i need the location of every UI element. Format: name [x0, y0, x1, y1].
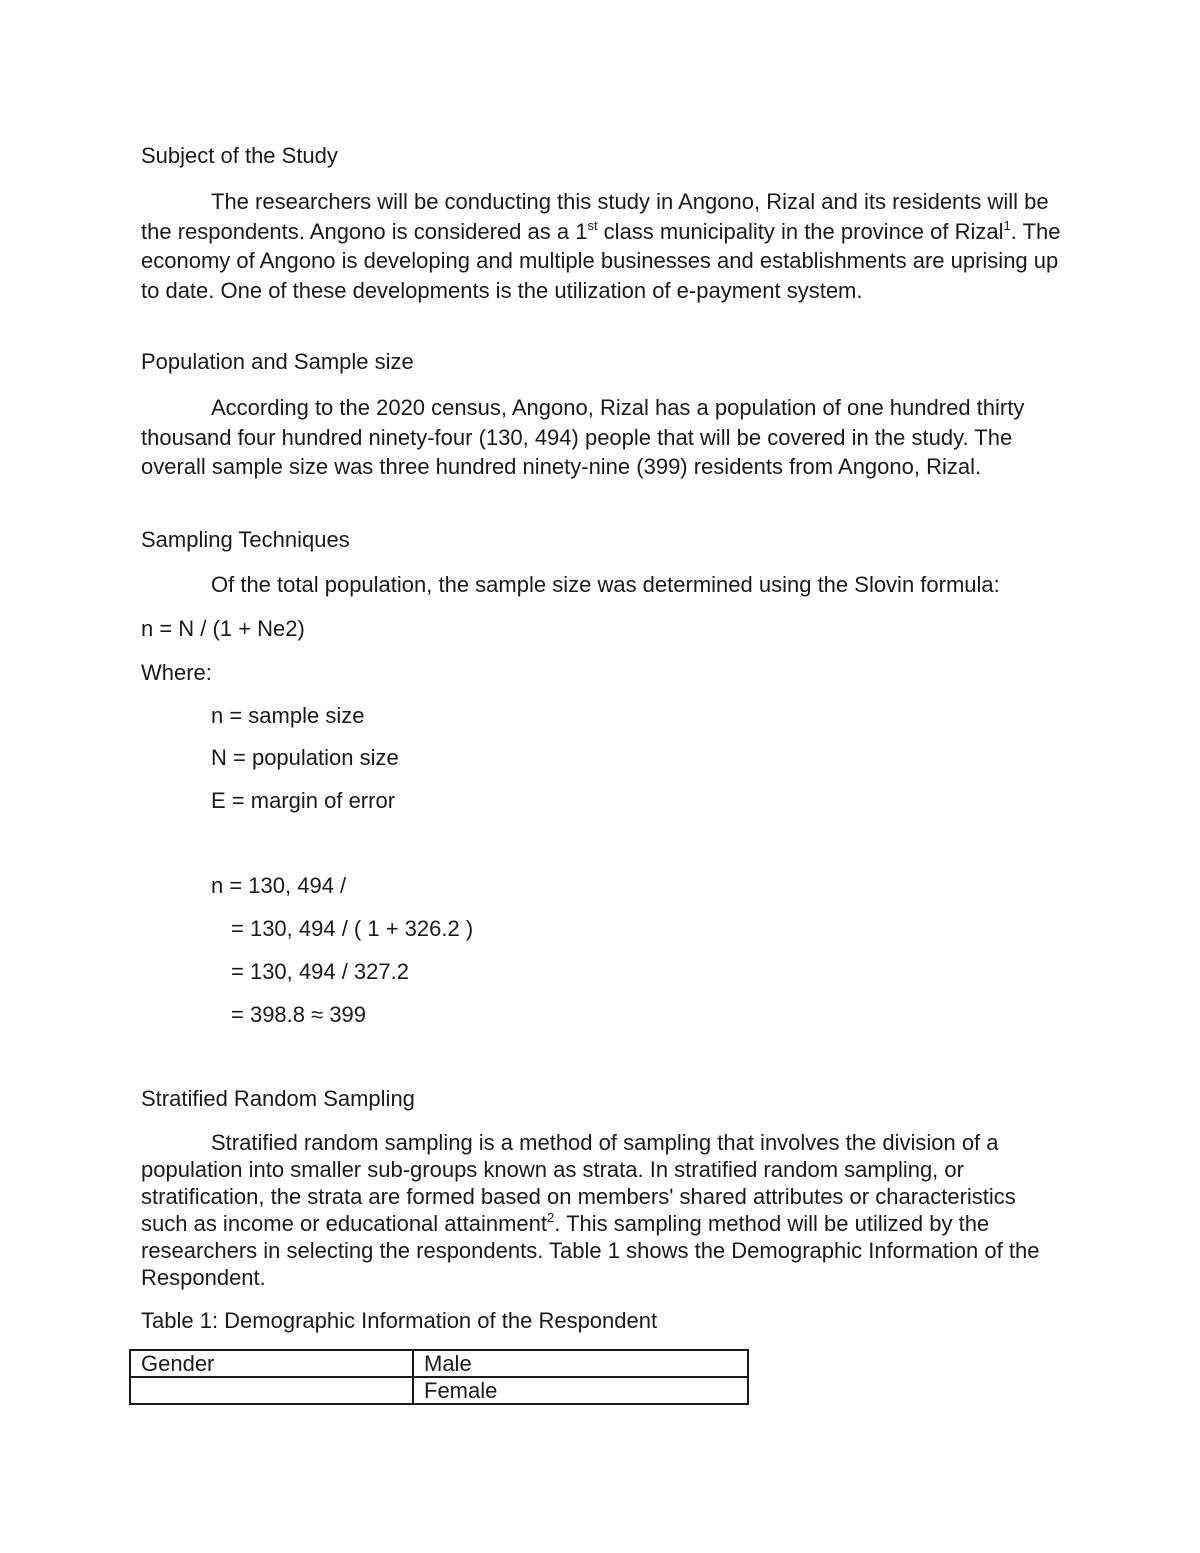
population-text: According to the 2020 census, Angono, Rizal has a population of one hundred thirty thousand four hundred ninety-four (130, 494) people that will be covered in the study. The overall sample size was three hundred ninety-nine (399) residents from Angono, Rizal. — [141, 395, 1025, 479]
subject-text-3: . The economy of Angono is developing and multiple businesses and establishments are uprising up to date. One of these developments is the utilization of e-payment system. — [141, 218, 1061, 303]
table-cell: Female — [413, 1377, 748, 1404]
table-cell: Gender — [130, 1350, 413, 1377]
definition-n: n = sample size — [211, 703, 365, 728]
table-cell: Male — [413, 1350, 748, 1377]
subject-paragraph — [141, 187, 1061, 305]
subject-heading: Subject of the Study — [141, 143, 338, 168]
footnote-ref-2: 2 — [547, 1210, 555, 1225]
sampling-intro: Of the total population, the sample size was determined using the Slovin formula: — [211, 572, 1000, 597]
population-heading: Population and Sample size — [141, 349, 414, 374]
table-row — [130, 1377, 748, 1404]
definition-E: E = margin of error — [211, 788, 396, 813]
calc-line-2: = 130, 494 / ( 1 + 326.2 ) — [231, 916, 474, 941]
demographic-table — [129, 1349, 749, 1405]
table-cell — [130, 1377, 413, 1404]
table-row — [130, 1350, 748, 1377]
superscript-st: st — [587, 217, 598, 233]
stratified-heading: Stratified Random Sampling — [141, 1086, 415, 1111]
stratified-text-1: Stratified random sampling is a method of sampling that involves the division of a population into smaller sub-groups known as strata. In stratified random sampling, or stratification, the strata are formed based on members' shared attributes or characteristics such as income or educational attainment — [141, 1130, 1016, 1236]
calc-line-1: n = 130, 494 / — [211, 873, 347, 898]
subject-text-1: The researchers will be conducting this study in Angono, Rizal and its residents will be the respondents. Angono is considered as a 1 — [141, 189, 1049, 244]
footnote-ref-1: 1 — [1003, 217, 1011, 233]
stratified-paragraph — [141, 1129, 1061, 1291]
stratified-text-2: . This sampling method will be utilized by the researchers in selecting the respondents. Table 1 shows the Demographic Information of the Respondent. — [141, 1211, 1040, 1290]
sampling-heading: Sampling Techniques — [141, 527, 350, 552]
slovin-formula: n = N / (1 + Ne2) — [141, 616, 305, 641]
where-label: Where: — [141, 660, 212, 685]
calc-line-4: = 398.8 ≈ 399 — [231, 1002, 367, 1027]
definition-N: N = population size — [211, 745, 399, 770]
calc-line-3: = 130, 494 / 327.2 — [231, 959, 409, 984]
table-caption: Table 1: Demographic Information of the Respondent — [141, 1308, 658, 1333]
population-paragraph — [141, 393, 1061, 482]
subject-text-2: class municipality in the province of Rizal — [597, 218, 1004, 244]
